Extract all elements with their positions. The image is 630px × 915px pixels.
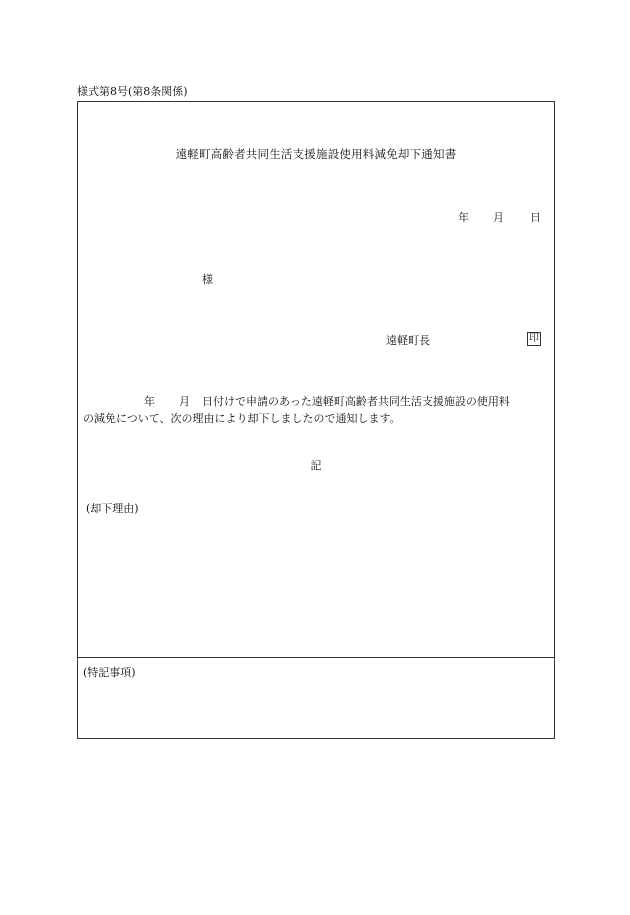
body-text-line-2: の減免について、次の理由により却下しましたので通知します。 bbox=[83, 412, 401, 425]
form-number-label: 様式第8号(第8条関係) bbox=[77, 85, 188, 98]
document-title: 遠軽町高齢者共同生活支援施設使用料減免却下通知書 bbox=[175, 147, 457, 161]
notice-form bbox=[77, 101, 555, 739]
rejection-reason-label: (却下理由) bbox=[86, 502, 139, 515]
body-year-label: 年 bbox=[144, 395, 155, 408]
seal-label: 印 bbox=[529, 333, 539, 344]
special-remarks-label: (特記事項) bbox=[83, 666, 136, 679]
date-month-label: 月 bbox=[493, 211, 504, 224]
date-day-label: 日 bbox=[530, 211, 541, 224]
date-year-label: 年 bbox=[458, 211, 469, 224]
ki-heading: 記 bbox=[310, 459, 322, 472]
body-month-label: 月 bbox=[179, 395, 190, 408]
seal-stamp bbox=[527, 332, 541, 346]
section-divider bbox=[78, 657, 554, 658]
body-text-line-1: 日付けで申請のあった遠軽町高齢者共同生活支援施設の使用料 bbox=[202, 395, 510, 408]
issuer-name: 遠軽町長 bbox=[386, 334, 430, 347]
addressee-suffix: 様 bbox=[202, 273, 213, 286]
